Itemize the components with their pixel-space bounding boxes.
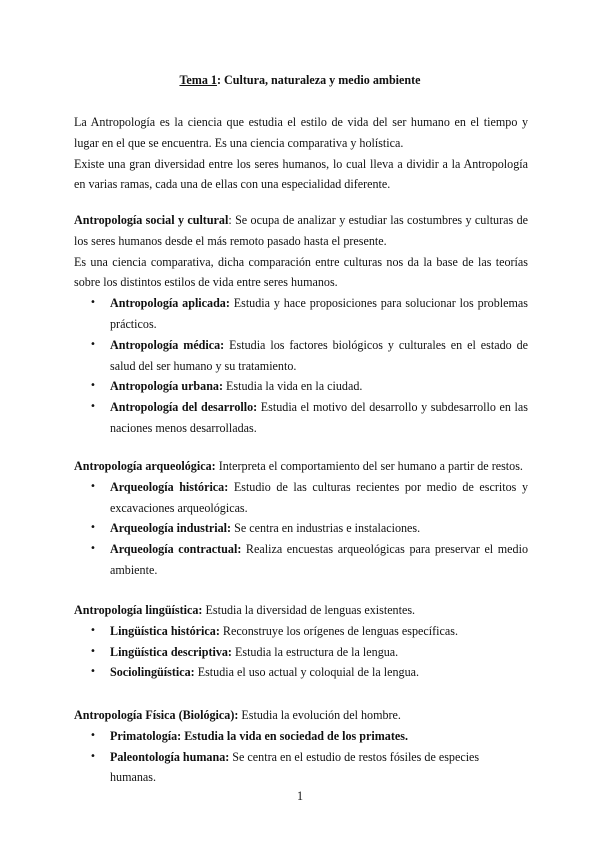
list-item	[74, 662, 528, 683]
list-item-term: Arqueología contractual:	[110, 542, 242, 557]
list-item-term: Antropología del desarrollo:	[110, 400, 258, 415]
list-item	[74, 747, 528, 789]
list-item-text: Realiza encuestas arqueológicas para preservar el medio ambiente.	[110, 542, 528, 577]
list-item-term: Antropología aplicada:	[110, 296, 230, 311]
ling-list	[74, 621, 528, 683]
list-item	[74, 642, 528, 663]
section-fisica	[74, 705, 528, 788]
arqueo-term: Antropología arqueológica:	[74, 459, 216, 473]
list-item-term: Arqueología industrial:	[110, 521, 232, 536]
list-item	[74, 518, 528, 539]
list-item-text: Estudia y hace proposiciones para solucionar los problemas prácticos.	[110, 296, 528, 331]
arqueo-list	[74, 477, 528, 581]
list-item-term: Antropología urbana:	[110, 379, 224, 394]
section-heading-arqueologica	[74, 456, 528, 477]
list-item	[74, 293, 528, 335]
list-item	[74, 397, 528, 439]
social-term: Antropología social y cultural	[74, 213, 229, 227]
list-item	[74, 539, 528, 581]
list-item-text: Estudio de las culturas recientes por medio de escritos y excavaciones arqueológicas.	[110, 479, 529, 515]
fisica-term: Antropología Física (Biológica):	[74, 708, 239, 722]
section-heading-fisica	[74, 705, 528, 726]
ling-definition: Estudia la diversidad de lenguas existentes.	[202, 603, 416, 617]
list-item-term: Lingüística descriptiva:	[110, 644, 232, 659]
intro-paragraph-2: Existe una gran diversidad entre los seres humanos, lo cual lleva a dividir a la Antropología en varias ramas, cada una de ellas con una especialidad diferente.	[74, 156, 528, 192]
list-item-term: Lingüística histórica:	[110, 623, 220, 638]
ling-term: Antropología lingüística:	[74, 603, 203, 617]
fisica-definition: Estudia la evolución del hombre.	[238, 708, 401, 722]
list-item-text: Estudia la vida en la ciudad.	[223, 379, 363, 394]
intro-paragraph-1: La Antropología es la ciencia que estudia el estilo de vida del ser humano en el tiempo y lugar en el que se encuentra. Es una ciencia comparativa y holística.	[74, 115, 528, 150]
list-item-text: Estudia los factores biológicos y culturales en el estado de salud del ser humano y su tratamiento.	[110, 337, 529, 373]
social-definition: : Se ocupa de analizar y estudiar las costumbres y culturas de los seres humanos desde el más remoto pasado hasta el presente.	[74, 213, 528, 248]
list-item	[74, 477, 528, 519]
list-item-text: Reconstruye los orígenes de lenguas específicas.	[219, 623, 458, 638]
section-social-cultural	[74, 210, 528, 439]
title-tema: Tema 1	[179, 73, 217, 87]
list-item	[74, 621, 528, 642]
list-item-term: Arqueología histórica:	[110, 479, 229, 494]
document-title	[0, 70, 600, 91]
list-item-term: Sociolingüística:	[110, 665, 195, 680]
list-item-term: Antropología médica:	[110, 337, 225, 352]
list-item	[74, 376, 528, 397]
list-item-term: Paleontología humana:	[110, 749, 230, 764]
intro-section	[74, 112, 528, 195]
social-extra: Es una ciencia comparativa, dicha comparación entre culturas nos da la base de las teorías sobre los distintos estilos de vida entre seres humanos.	[74, 254, 528, 290]
list-item	[74, 726, 528, 747]
fisica-list	[74, 726, 528, 788]
list-item-term: Primatología: Estudia la vida en sociedad de los primates.	[110, 728, 408, 743]
list-item-text: Estudia el motivo del desarrollo y subdesarrollo en las naciones menos desarrolladas.	[110, 400, 528, 435]
social-list	[74, 293, 528, 439]
list-item-text: Estudia el uso actual y coloquial de la lengua.	[194, 665, 420, 680]
title-rest: : Cultura, naturaleza y medio ambiente	[216, 73, 421, 87]
list-item-text: Estudia la estructura de la lengua.	[231, 644, 399, 659]
arqueo-definition: Interpreta el comportamiento del ser humano a partir de restos.	[215, 459, 523, 473]
list-item-text: Se centra en industrias e instalaciones.	[231, 521, 421, 536]
section-linguistica	[74, 600, 528, 683]
section-heading-linguistica	[74, 600, 528, 621]
section-heading-social	[74, 210, 528, 252]
page-number: 1	[296, 789, 304, 803]
list-item-text: Se centra en el estudio de restos fósiles de especies humanas.	[110, 749, 480, 785]
list-item	[74, 335, 528, 377]
section-arqueologica	[74, 456, 528, 581]
